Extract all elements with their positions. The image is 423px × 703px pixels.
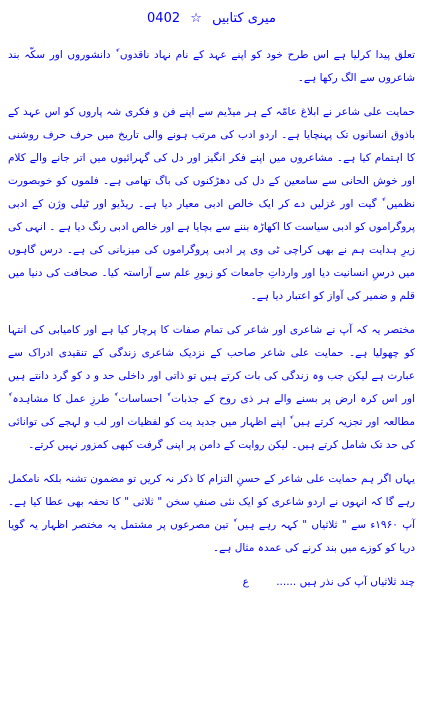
closing-line: [8, 571, 415, 594]
paragraph-3: مختصر یہ کہ آپ نے شاعری اور شاعر کی تمام صفات کا پرچار کیا ہے اور کامیابی کی انتہا کو چھولیا ہے۔ حمایت علی شاعر صاحب کے نزدیک شاعری زندگی کے تنقیدی ادراک سے عبارت ہے لیکن جب وہ زندگی کی بات کرتے ہیں تو ذاتی اور داخلی حد و د کو گرد دانتے ہیں اور اس کرہ ارض پر بسنے والے ہر ذی روح کے جذبات ٗ احساسات ٗ طرزِ عمل کا مشاہدہ ٗ مطالعہ اور تجزیہ کرتے ہیں ٗ اپنے اظہار میں جدید یت کو لفظیات اور لب و لہجے کی توانائی کی حد تک شامل کرتے ہیں۔ لیکن روایت کے دامن پر اپنی گرفت کبھی کمزور نہیں کرتے۔: [8, 324, 415, 451]
book-title: میری کتابیں: [212, 11, 276, 26]
star-icon: ☆: [190, 11, 202, 26]
document-body: [8, 44, 415, 594]
closing-text: چند ثلاثیاں آپ کی نذر ہیں ......: [276, 576, 415, 588]
closing-signature: ع: [242, 576, 249, 588]
paragraph-4: یہاں اگر ہم حمایت علی شاعر کے حسنِ التزام کا ذکر نہ کریں تو مضمون تشنہ بلکہ نامکمل رہے گا کہ انہوں نے اردو شاعری کو ایک نئی صنفِ سخن " ثلاثی " کا تحفہ بھی عطا کیا ہے۔ آپ ۱۹۶۰ء سے " ثلاثیاں " کہہ رہے ہیں ٗ تین مصرعوں پر مشتمل یہ مختصر اظہار یہ گویا دریا کو کوزے میں بند کرنے کی عمدہ مثال ہے۔: [8, 473, 416, 554]
paragraph-2: حمایت علی شاعر نے ابلاغ عامّہ کے ہر میڈیم سے اپنے فن و فکری شہ پاروں کو اس عہد کے باذوق انسانوں تک پہنچایا ہے۔ اردو ادب کی مرتب ہونے والی تاریخ میں حرف حرف روشنی کا اہتمام کیا ہے۔ مشاعروں میں اپنے فکر انگیز اور دل کی گہرائیوں میں اتر جانے والے کلام اور خوش الحانی سے سامعین کے دل کی دھڑکنوں کی باگ تھامی ہے۔ فلموں کو خوبصورت نظمیں ٗ گیت اور غزلیں دے کر ایک خالص ادبی معیار دیا ہے۔ ریڈیو اور ٹیلی وژن کے ادبی پروگراموں کو ادبی سیاست کا اکھاڑہ بننے سے بچایا ہے اور خالص ادبی رنگ دیا ہے ۔ انہی کی زیرِ ہدایت ہم نے بھی کراچی ٹی وی پر ادبی پروگراموں کی میزبانی کی ہے۔ درس گاہوں میں درسِ انسانیت دیا اور وارداتِ جامعات کو زیورِ علم سے آراستہ کیا۔ صحافت کی دنیا میں قلم و ضمیر کی آواز کو اعتبار دیا ہے۔: [8, 106, 415, 302]
paragraph-1: تعلق پیدا کرلیا ہے اس طرح خود کو اپنے عہد کے نام نہاد ناقدوں ٗ دانشوروں اور سکّہ بند شاعروں سے الگ رکھا ہے۔: [8, 49, 415, 84]
page-number: 0402: [147, 11, 181, 26]
page-header: [0, 10, 423, 28]
